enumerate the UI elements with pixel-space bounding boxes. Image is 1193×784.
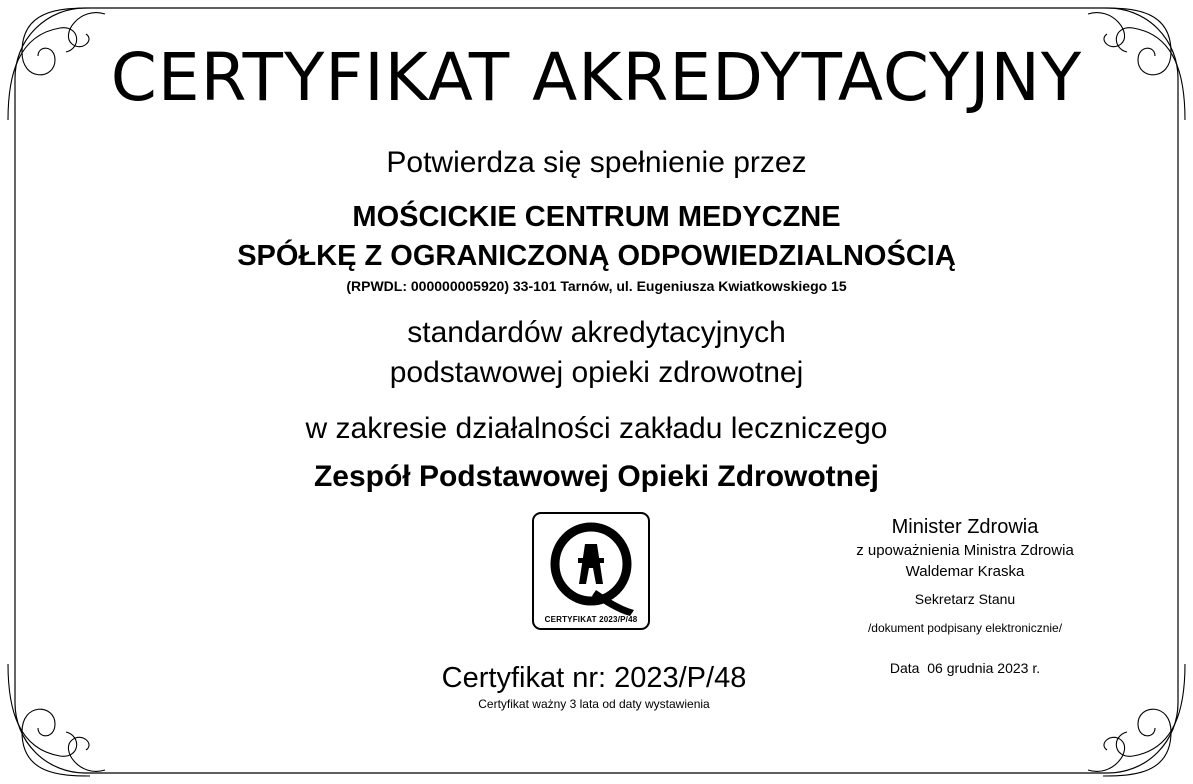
organization-name-line2: SPÓŁKĘ Z OGRANICZONĄ ODPOWIEDZIALNOŚCIĄ: [237, 240, 956, 272]
electronic-signature-note: /dokument podpisany elektronicznie/: [867, 621, 1063, 635]
signatory-authorization: z upoważnienia Ministra Zdrowia: [856, 542, 1074, 559]
signatory-role: Sekretarz Stanu: [914, 591, 1016, 607]
accreditation-logo: [532, 512, 650, 630]
intro-text: Potwierdza się spełnienie przez: [386, 146, 807, 179]
certificate-number: Certyfikat nr: 2023/P/48: [441, 662, 747, 694]
quality-accreditation-icon: [534, 514, 648, 628]
certificate-title: CERTYFIKAT AKREDYTACYJNY: [110, 39, 1083, 116]
scope-text: w zakresie działalności zakładu leczniczego: [305, 412, 888, 445]
standards-line2: podstawowej opieki zdrowotnej: [389, 356, 804, 389]
issue-date: Data 06 grudnia 2023 r.: [889, 660, 1041, 676]
logo-label: CERTYFIKAT 2023/P/48: [544, 615, 638, 624]
corner-flourish-bottom-left: [8, 664, 105, 776]
signatory-name: Waldemar Kraska: [905, 563, 1025, 580]
organization-address: (RPWDL: 000000005920) 33-101 Tarnów, ul. Eugeniusza Kwiatkowskiego 15: [346, 278, 847, 294]
corner-flourish-bottom-right: [1088, 664, 1185, 776]
signatory-title: Minister Zdrowia: [891, 516, 1039, 538]
certificate-validity: Certyfikat ważny 3 lata od daty wystawienia: [478, 697, 710, 711]
organization-name-line1: MOŚCICKIE CENTRUM MEDYCZNE: [352, 201, 841, 233]
standards-line1: standardów akredytacyjnych: [407, 316, 786, 349]
unit-name: Zespół Podstawowej Opieki Zdrowotnej: [313, 460, 880, 493]
